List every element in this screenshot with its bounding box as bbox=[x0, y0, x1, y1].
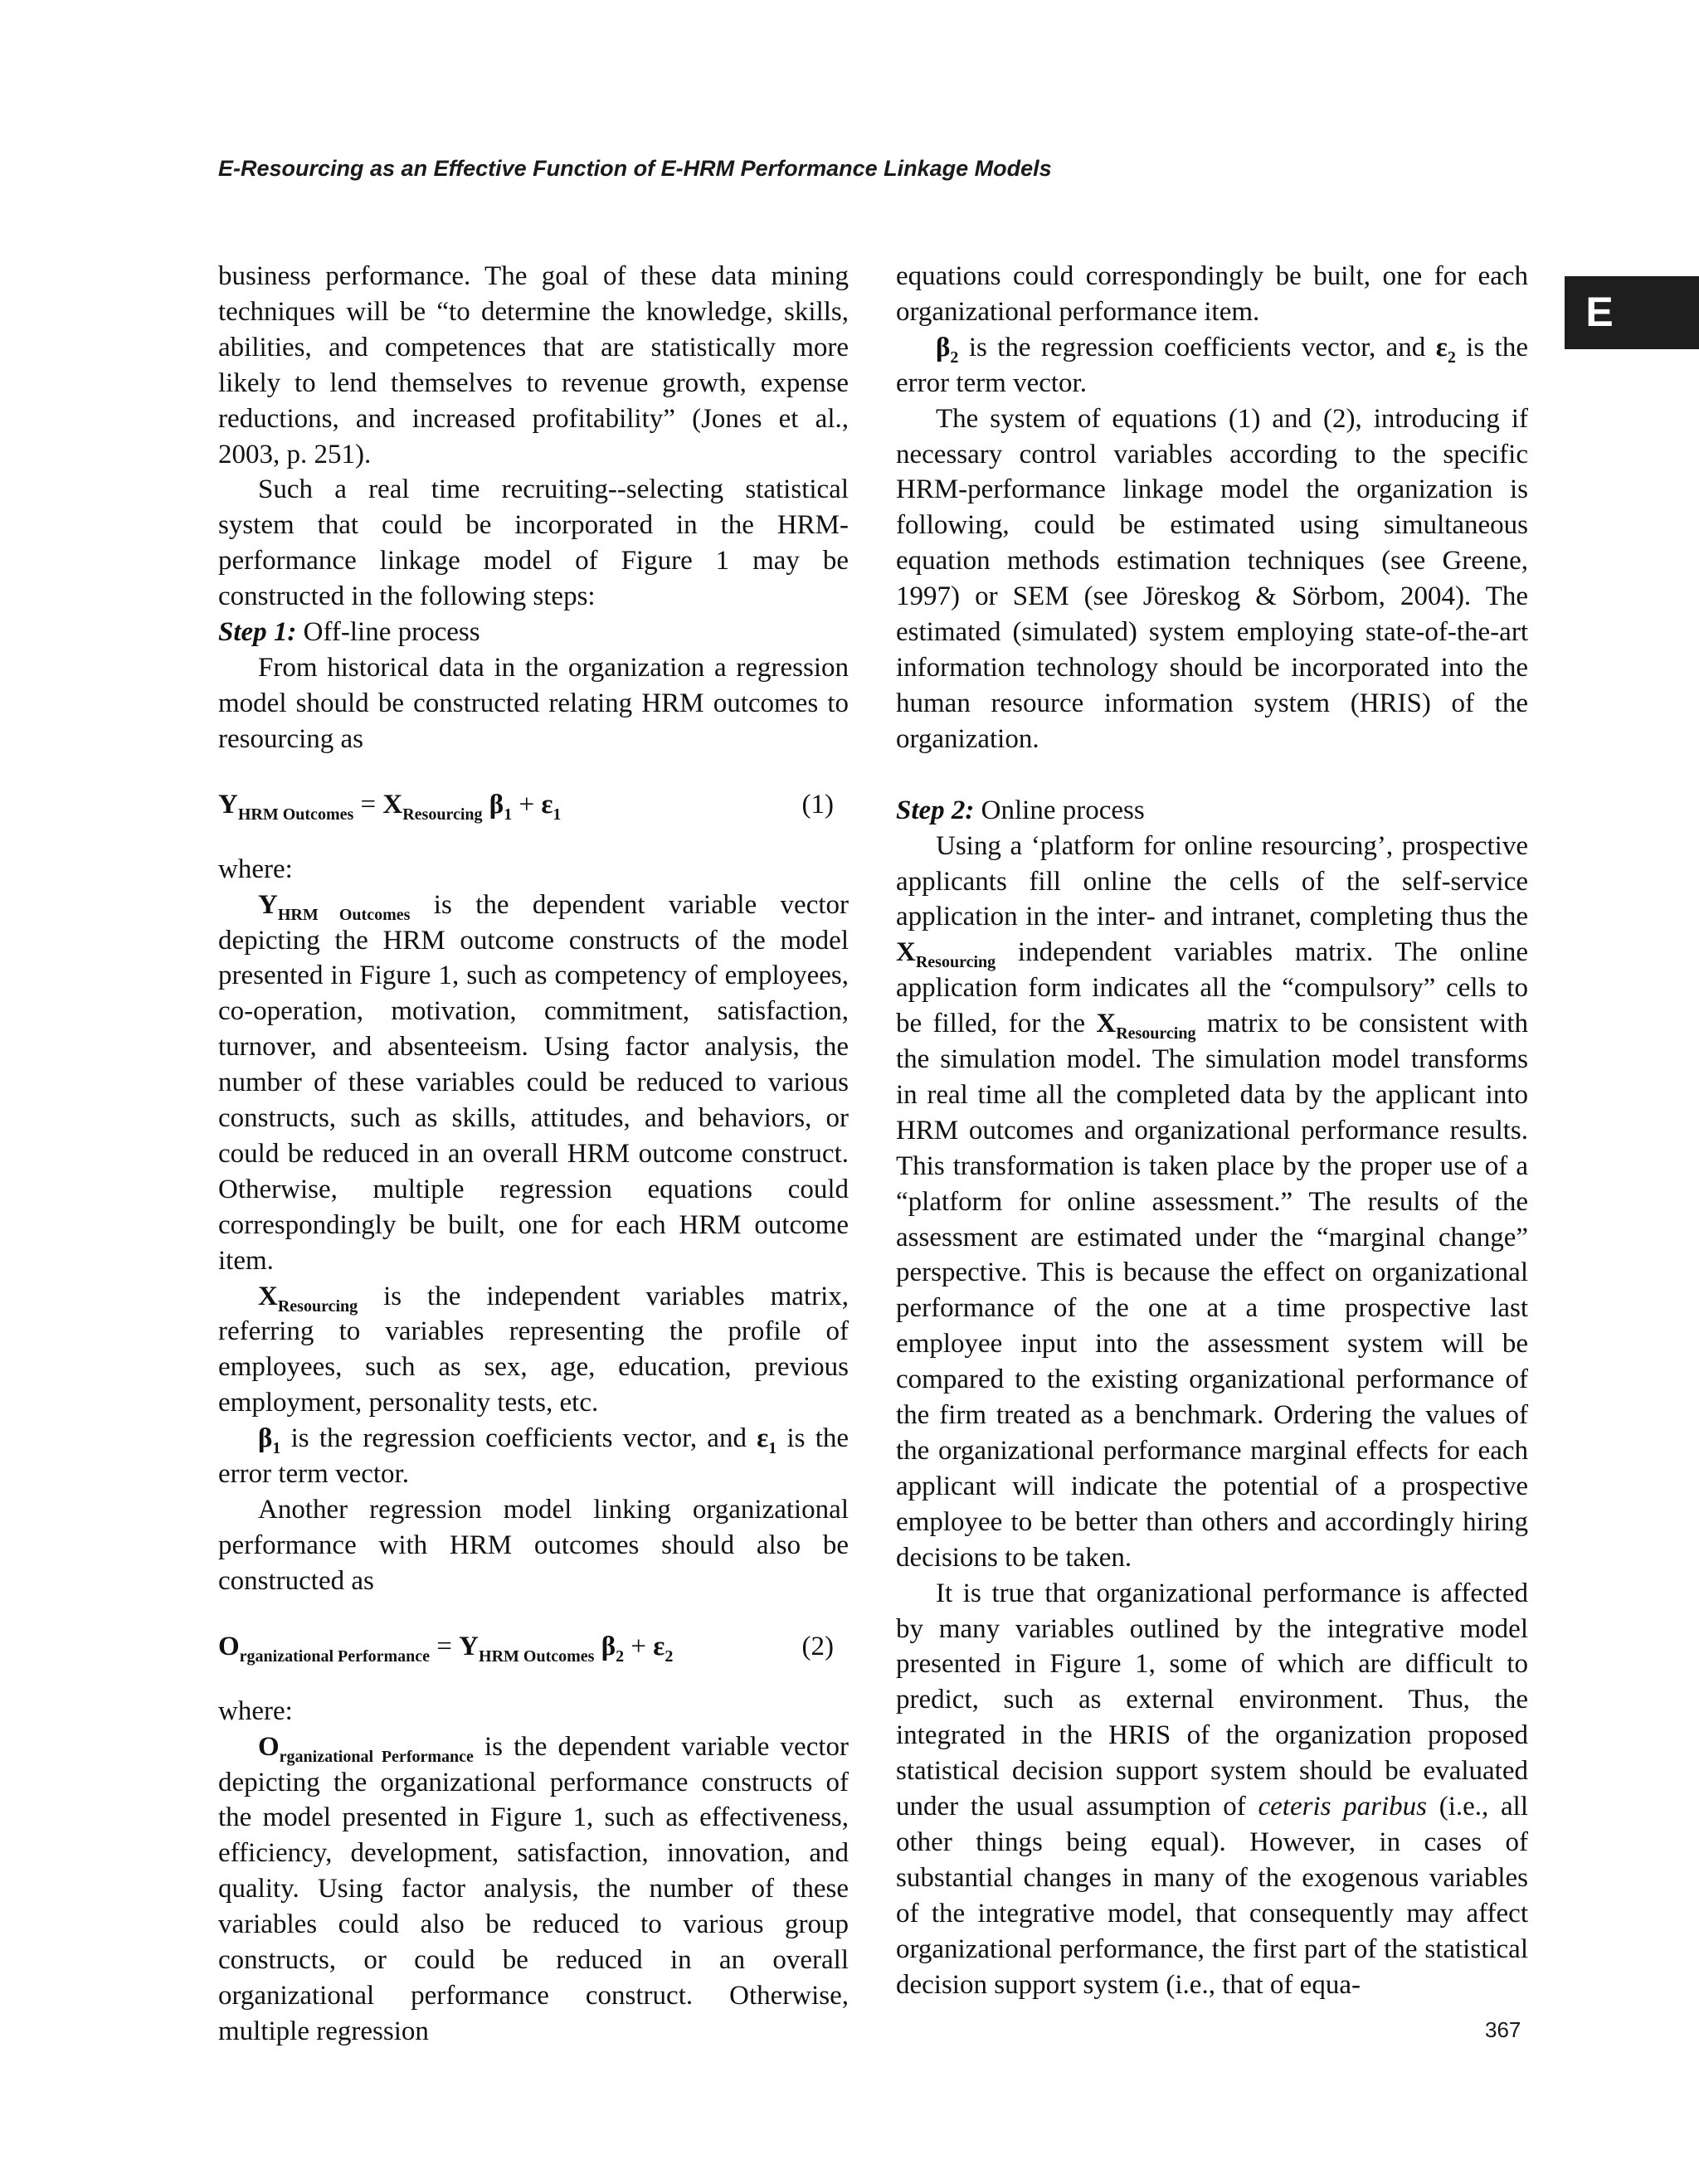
equation-1-expression: $Y_{HRM Outcomes} = X_{Resourcing}$ $\beta_1 + \varepsilon_1$ bbox=[218, 789, 562, 824]
section-tab bbox=[1565, 276, 1699, 349]
left-paragraph-2: Such a real time recruiting--selecting statistical system that could be incorporated in the HRM-performance linkage model of Figure 1 may be constructed in the following steps: bbox=[218, 474, 849, 612]
equation-2-number: (2) bbox=[801, 1631, 834, 1661]
right-paragraph-5: It is true that organizational performance is affected by many variables outlined by the integrative model presented in Figure 1, some of which are difficult to predict, such as external environment. Thus, the integrated in the HRIS of the organization proposed statistical decision support system should be evaluated under the usual assumption of ceteris paribus (i.e., all other things being equal). However, in cases of substantial changes in many of the exogenous variables of the integrative model, that consequently may affect organizational performance, the first part of the statistical decision support system (i.e., that of equa- bbox=[896, 1578, 1528, 2000]
step-2-heading bbox=[896, 793, 1528, 829]
equation-2-expression: $O_{rganizational Performance} = Y_{HRM Outcomes}$ $\beta_2 + \varepsilon_2$ bbox=[218, 1631, 674, 1666]
left-paragraph-x-definition: $X_{Resourcing}$ is the independent variables matrix, referring to variables representing the profile of employees, such as sex, age, education, previous employment, personality tests, etc. bbox=[218, 1281, 849, 1418]
running-head: E-Resourcing as an Effective Function of E-HRM Performance Linkage Models bbox=[218, 156, 1052, 181]
equation-2 bbox=[218, 1624, 849, 1669]
ceteris-paribus-italic: ceteris paribus bbox=[1258, 1792, 1428, 1822]
right-paragraph-beta2-definition: $\beta_2$ is the regression coefficients vector, and $\varepsilon_2$ is the error term vector. bbox=[896, 332, 1528, 398]
section-tab-letter: E bbox=[1585, 289, 1614, 335]
step-2-label: Step 2: bbox=[896, 795, 975, 825]
step-1-title: Off-line process bbox=[296, 617, 480, 648]
step-2-title: Online process bbox=[974, 795, 1145, 825]
right-paragraph-4: Using a ‘platform for online resourcing’, prospective applicants fill online the cells of the self-service application in the inter- and intranet, completing thus the $X_{Resourcing}$ independent variables matrix. The online application form indicates all the “compulsory” cells to be filled, for the $X_{Resourcing}$ matrix to be consistent with the simulation model. The simulation model transforms in real time all the completed data by the applicant into HRM outcomes and organizational performance results. This transformation is taken place by the proper use of a “platform for online assessment.” The results of the assessment are estimated under the “marginal change” perspective. This is because the effect on organizational performance of the one at a time prospective last employee input into the assessment system will be compared to the existing organizational performance of the firm treated as a benchmark. Ordering the values of the organizational performance marginal effects for each applicant will indicate the potential of a prospective employee to be better than others and accordingly hiring decisions to be taken. bbox=[896, 830, 1528, 1573]
where-label-2: where: bbox=[218, 1695, 293, 1726]
left-paragraph-7: Another regression model linking organizational performance with HRM outcomes should also be constructed as bbox=[218, 1495, 849, 1596]
where-label-1: where: bbox=[218, 854, 293, 884]
step-1-heading bbox=[218, 615, 849, 650]
left-paragraph-beta1-definition: $\beta_1$ is the regression coefficients vector, and $\varepsilon_1$ is the error term vector. bbox=[218, 1423, 850, 1490]
equation-1-number: (1) bbox=[801, 789, 834, 820]
step-1-label: Step 1: bbox=[218, 617, 297, 648]
page-number: 367 bbox=[1485, 2017, 1521, 2042]
right-paragraph-1: equations could correspondingly be built, one for each organizational performance item. bbox=[896, 261, 1528, 327]
right-column bbox=[896, 259, 1528, 2003]
equation-1 bbox=[218, 782, 849, 827]
left-column bbox=[218, 259, 849, 2050]
left-paragraph-1: business performance. The goal of these data mining techniques will be “to determine the knowledge, skills, abilities, and competences that are statistically more likely to lend themselves to revenue growth, expense reductions, and increased profitability” (Jones et al., 2003, p. 251). bbox=[218, 261, 849, 469]
right-paragraph-3: The system of equations (1) and (2), introducing if necessary control variables according to the specific HRM-performance linkage model the organization is following, could be estimated using simultaneous equation methods estimation techniques (see Greene, 1997) or SEM (see Jöreskog & Sörbom, 2004). The estimated (simulated) system employing state-of-the-art information technology should be incorporated into the human resource information system (HRIS) of the organization. bbox=[896, 403, 1528, 754]
left-paragraph-3: From historical data in the organization a regression model should be constructed relating HRM outcomes to resourcing as bbox=[218, 652, 849, 754]
left-paragraph-y-definition: $Y_{HRM Outcomes}$ is the dependent variable vector depicting the HRM outcome constructs of the model presented in Figure 1, such as competency of employees, co-operation, motivation, commitment, satisfaction, turnover, and absenteeism. Using factor analysis, the number of these variables could be reduced to various constructs, such as skills, attitudes, and behaviors, or could be reduced in an overall HRM outcome construct. Otherwise, multiple regression equations could correspondingly be built, one for each HRM outcome item. bbox=[218, 889, 850, 1276]
left-paragraph-o-definition: $O_{rganizational Performance}$ is the dependent variable vector depicting the organizational performance constructs of the model presented in Figure 1, such as effectiveness, efficiency, development, satisfaction, innovation, and quality. Using factor analysis, the number of these variables could also be reduced to various group constructs, or could be reduced in an overall organizational performance construct. Otherwise, multiple regression bbox=[218, 1731, 850, 2046]
